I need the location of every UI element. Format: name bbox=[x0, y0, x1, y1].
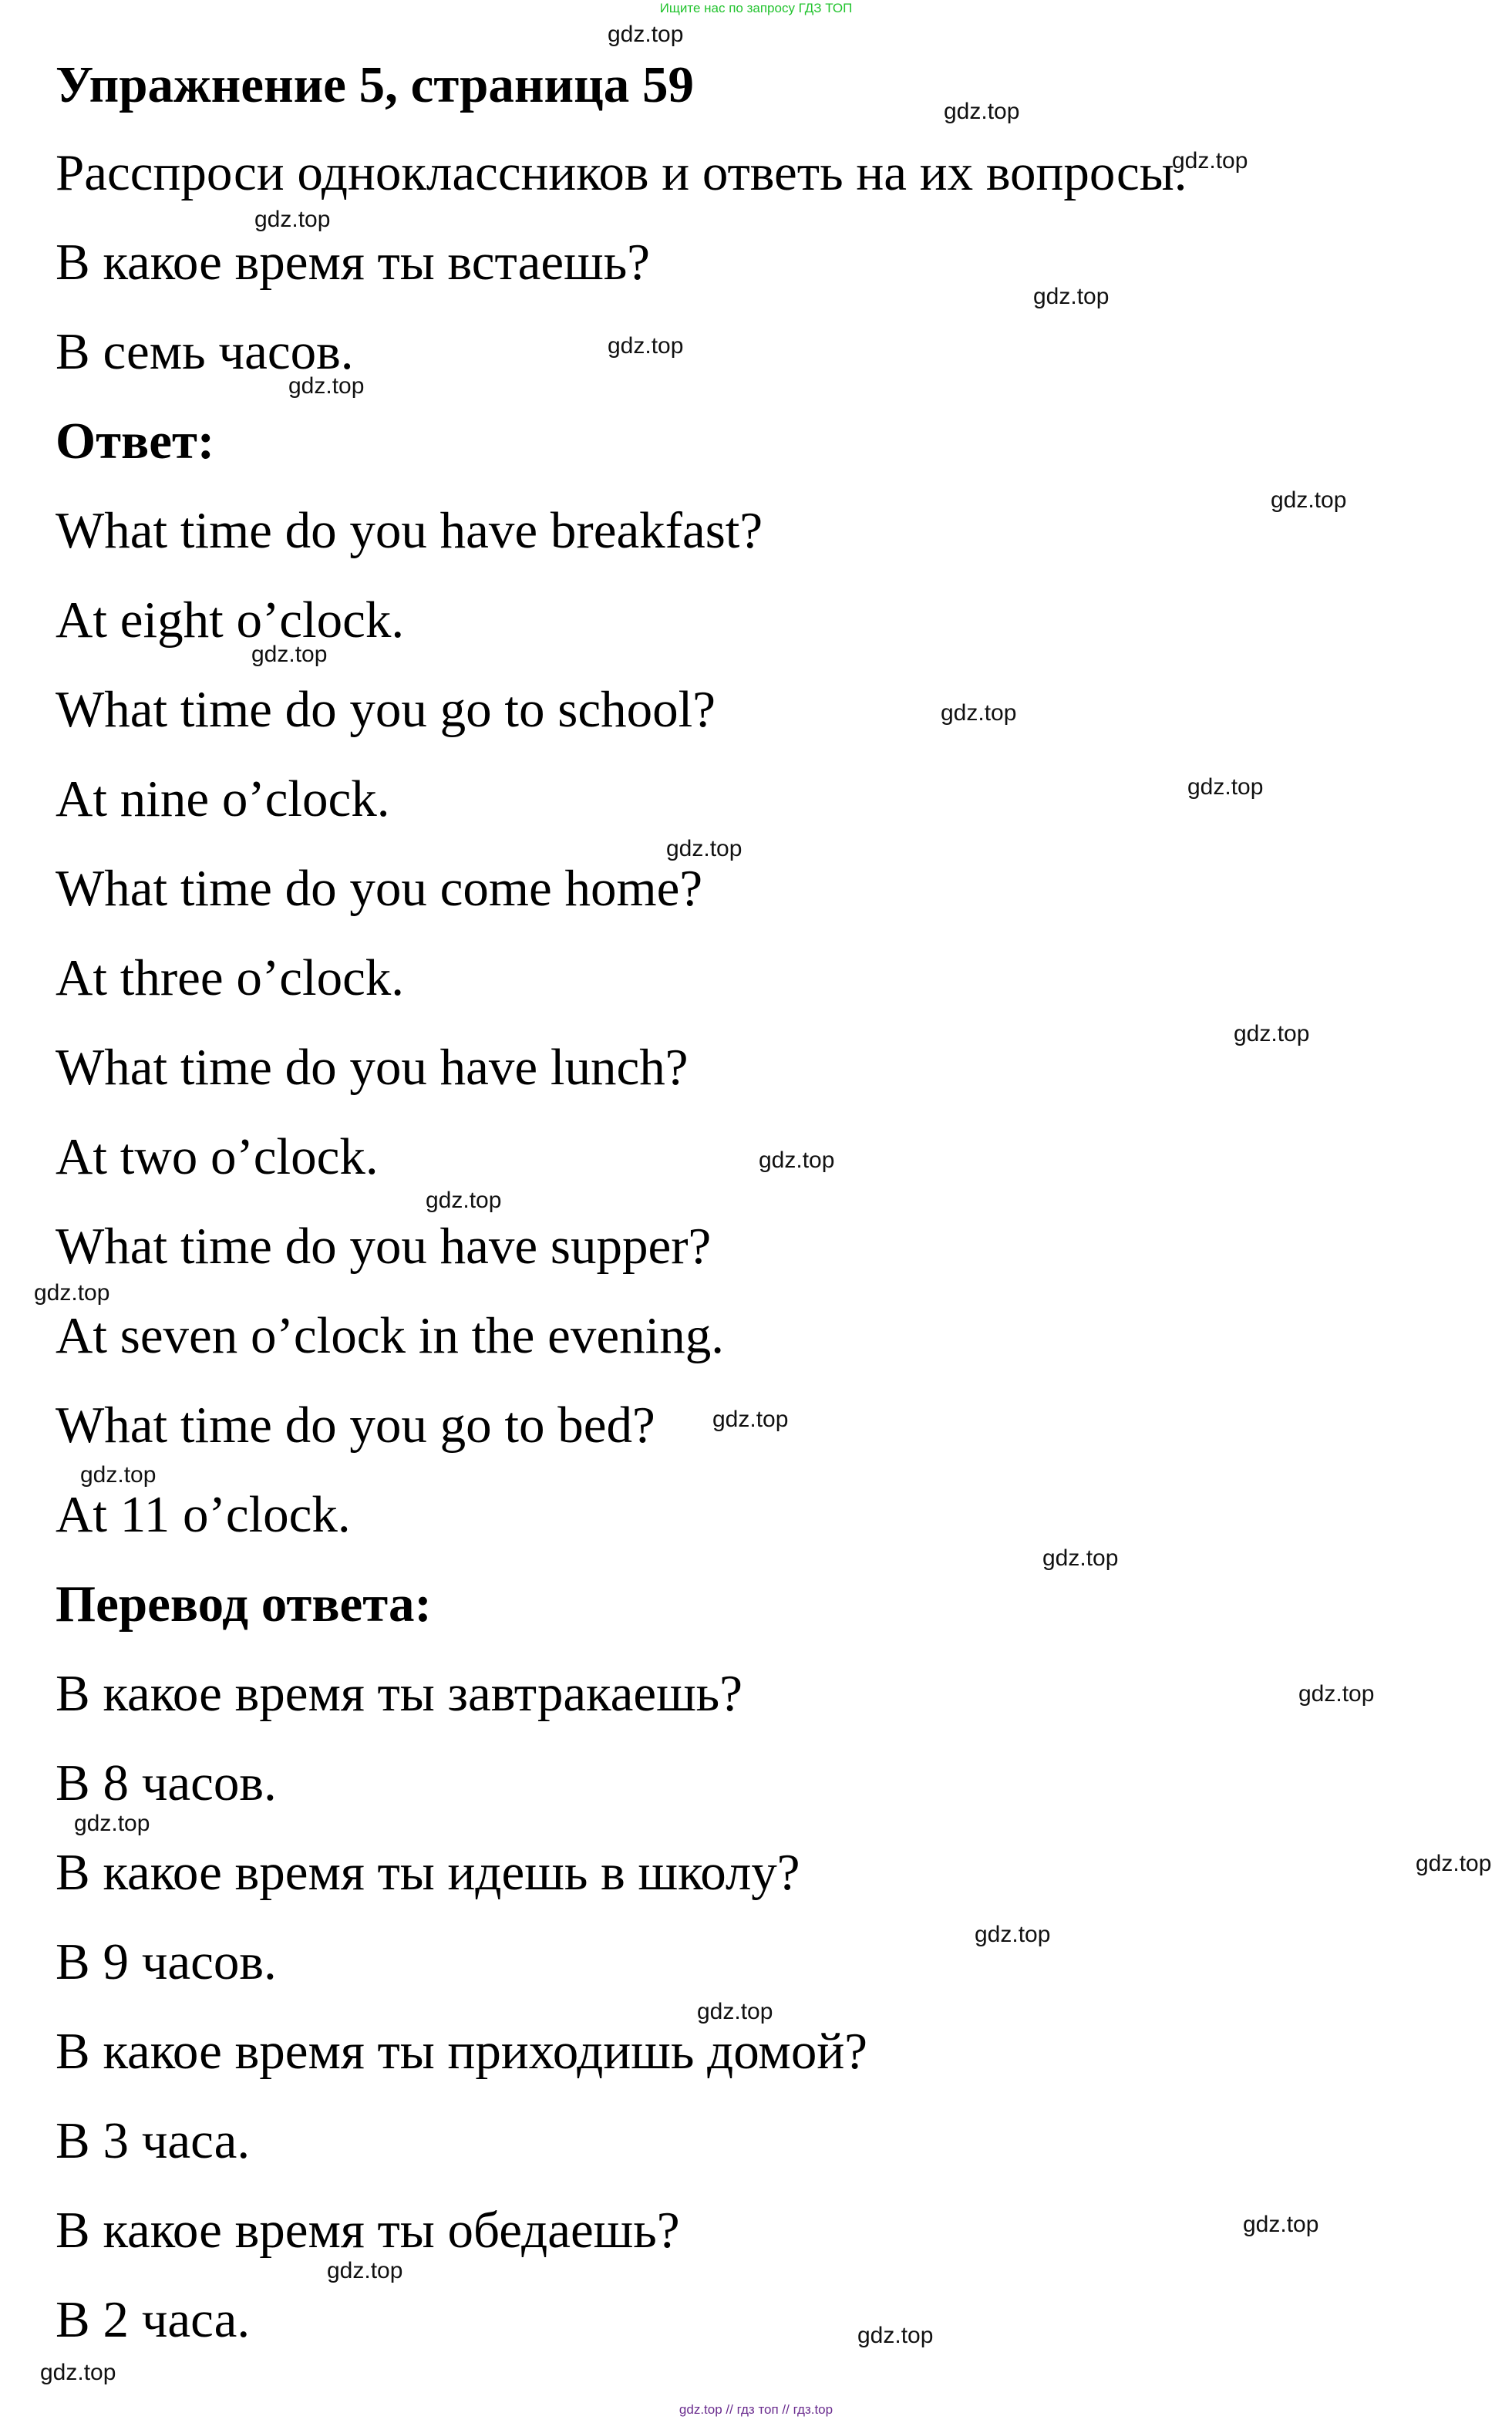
watermark: gdz.top bbox=[1243, 2212, 1319, 2237]
watermark: gdz.top bbox=[1187, 774, 1264, 800]
translation-heading: Перевод ответа: bbox=[56, 1575, 432, 1633]
watermark: gdz.top bbox=[74, 1811, 150, 1836]
answer-line: At nine o’clock. bbox=[56, 770, 390, 827]
watermark: gdz.top bbox=[40, 2360, 116, 2385]
answer-line: At seven o’clock in the evening. bbox=[56, 1307, 725, 1364]
watermark: gdz.top bbox=[327, 2258, 403, 2283]
task-question: В какое время ты встаешь? bbox=[56, 234, 650, 291]
watermark: gdz.top bbox=[857, 2323, 934, 2348]
answer-line: What time do you go to bed? bbox=[56, 1397, 655, 1454]
watermark: gdz.top bbox=[1033, 284, 1110, 309]
watermark: gdz.top bbox=[941, 700, 1017, 726]
answer-line: What time do you have supper? bbox=[56, 1218, 712, 1275]
watermark: gdz.top bbox=[1298, 1681, 1375, 1707]
watermark: gdz.top bbox=[1042, 1545, 1119, 1571]
search-hint-banner[interactable]: Ищите нас по запросу ГДЗ ТОП bbox=[659, 1, 853, 15]
watermark: gdz.top bbox=[254, 207, 331, 232]
watermark: gdz.top bbox=[1172, 148, 1248, 174]
task-instruction: Расспроси одноклассников и ответь на их вопросы. bbox=[56, 144, 1187, 201]
watermark: gdz.top bbox=[251, 642, 328, 667]
translation-line: В какое время ты завтракаешь? bbox=[56, 1665, 743, 1722]
answer-line: What time do you go to school? bbox=[56, 681, 716, 738]
translation-line: В 2 часа. bbox=[56, 2291, 251, 2348]
watermark: gdz.top bbox=[1271, 487, 1347, 513]
translation-line: В какое время ты обедаешь? bbox=[56, 2202, 680, 2259]
watermark: gdz.top bbox=[712, 1407, 789, 1432]
answer-line: What time do you have breakfast? bbox=[56, 502, 763, 559]
translation-line: В какое время ты приходишь домой? bbox=[56, 2023, 867, 2080]
watermark: gdz.top bbox=[608, 333, 684, 359]
watermark: gdz.top bbox=[34, 1280, 110, 1306]
answer-heading: Ответ: bbox=[56, 413, 215, 470]
translation-line: В 8 часов. bbox=[56, 1754, 277, 1811]
translation-line: В 9 часов. bbox=[56, 1933, 277, 1990]
answer-line: What time do you have lunch? bbox=[56, 1039, 689, 1096]
watermark: gdz.top bbox=[975, 1922, 1051, 1947]
answer-line: At three o’clock. bbox=[56, 949, 405, 1006]
watermark: gdz.top bbox=[608, 22, 684, 47]
page-title: Упражнение 5, страница 59 bbox=[56, 56, 694, 113]
answer-line: What time do you come home? bbox=[56, 860, 703, 917]
translation-line: В какое время ты идешь в школу? bbox=[56, 1844, 800, 1901]
watermark: gdz.top bbox=[759, 1147, 835, 1173]
translation-line: В 3 часа. bbox=[56, 2112, 251, 2169]
answer-line: At eight o’clock. bbox=[56, 591, 405, 649]
answer-line: At two o’clock. bbox=[56, 1128, 379, 1185]
watermark: gdz.top bbox=[1416, 1851, 1492, 1876]
watermark: gdz.top bbox=[697, 1999, 773, 2024]
watermark: gdz.top bbox=[80, 1462, 157, 1488]
watermark: gdz.top bbox=[944, 99, 1020, 124]
site-footer-links[interactable]: gdz.top // гдз топ // гдз.top bbox=[679, 2402, 833, 2417]
answer-line: At 11 o’clock. bbox=[56, 1486, 351, 1543]
watermark: gdz.top bbox=[288, 373, 365, 399]
watermark: gdz.top bbox=[1234, 1021, 1310, 1046]
watermark: gdz.top bbox=[426, 1188, 502, 1213]
watermark: gdz.top bbox=[666, 836, 743, 861]
task-answer: В семь часов. bbox=[56, 323, 354, 380]
